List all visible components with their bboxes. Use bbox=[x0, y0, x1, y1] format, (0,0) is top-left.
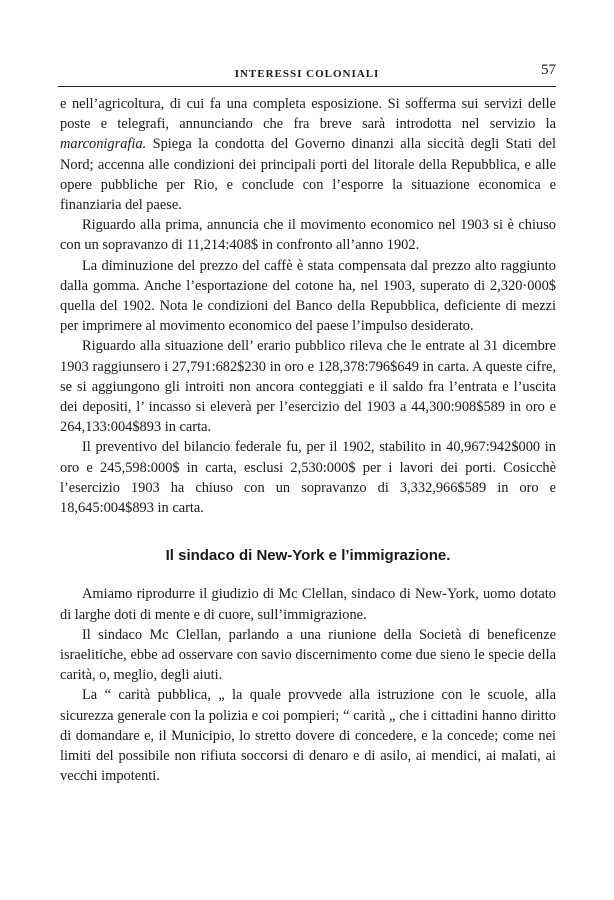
section-paragraph-2: Il sindaco Mc Clellan, parlando a una riunione della Società di beneficenze israelitiche, ebbe ad osservare con savio discernimento come due sieno le specie della carità, o, meglio, degli aiuti. bbox=[60, 626, 556, 684]
header-rule bbox=[58, 86, 556, 87]
paragraph-4: Riguardo alla situazione dell’ erario pubblico rileva che le entrate al 31 dicembre 1903 raggiunsero i 27,791:682$230 in oro e 128,378:796$649 in carta. A queste cifre, se si aggiungono gli introiti non ancora conteggiati e il saldo fra l’entrata e l’uscita dei depositi, l’ incasso si eleverà per l’esercizio del 1903 a 44,300:908$589 in oro e 264,133:004$893 in carta. bbox=[60, 338, 556, 436]
running-head bbox=[58, 62, 556, 82]
page-number: 57 bbox=[541, 62, 556, 78]
paragraph-2: Riguardo alla prima, annuncia che il movimento economico nel 1903 si è chiuso con un sopravanzo di 11,214:408$ in confronto all’anno 1902. bbox=[60, 217, 556, 254]
paragraph-1 bbox=[60, 94, 556, 215]
paragraph-1-italic: marconigrafia. bbox=[60, 136, 147, 153]
paragraph-1-text: e nell’agricoltura, di cui fa una completa esposizione. Si sofferma sui servizi delle poste e telegrafi, annunciando che fra breve sarà introdotta nel servizio la bbox=[60, 96, 556, 133]
paragraph-5: Il preventivo del bilancio federale fu, per il 1902, stabilito in 40,967:942$000 in oro e 245,598:000$ in carta, esclusi 2,530:000$ per i lavori dei porti. Cosicchè l’esercizio 1903 ha chiuso con un sopravanzo di 3,332,966$589 in oro e 18,645:004$893 in carta. bbox=[60, 439, 556, 517]
section-paragraph-1: Amiamo riprodurre il giudizio di Mc Clellan, sindaco di New-York, uomo dotato di larghe doti di mente e di cuore, sull’immigrazione. bbox=[60, 586, 556, 623]
section-heading: Il sindaco di New-York e l’immigrazione. bbox=[165, 547, 451, 565]
page-body bbox=[60, 94, 556, 787]
paragraph-3: La diminuzione del prezzo del caffè è stata compensata dal prezzo alto raggiunto dalla gomma. Anche l’esportazione del cotone ha, nel 1903, superato di 2,320·000$ quella del 1902. Nota le condizioni del Banco della Repubblica, deficiente di mezzi per imprimere al movimento economico del paese l’impulso desiderato. bbox=[60, 257, 556, 335]
running-title: INTERESSI COLONIALI bbox=[234, 68, 380, 80]
paragraph-1-text-end: Spiega la condotta del Governo dinanzi alla siccità degli Stati del Nord; accenna alle condizioni dei principali porti del litorale della Repubblica, e alle opere pubbliche per Rio, e conclude con l’esporre la situazione economica e finanziaria del paese. bbox=[60, 136, 556, 214]
section-paragraph-3: La “ carità pubblica, „ la quale provvede alla istruzione con le scuole, alla sicurezza generale con la polizia e coi pompieri; “ carità „ che i cittadini hanno diritto di domandare e, il Municipio, lo stretto dovere di concedere, e la concede; come nei limiti del possibile non rifiuta soccorsi di denaro e di asilo, ai mendici, ai malati, ai vecchi impotenti. bbox=[60, 687, 556, 785]
